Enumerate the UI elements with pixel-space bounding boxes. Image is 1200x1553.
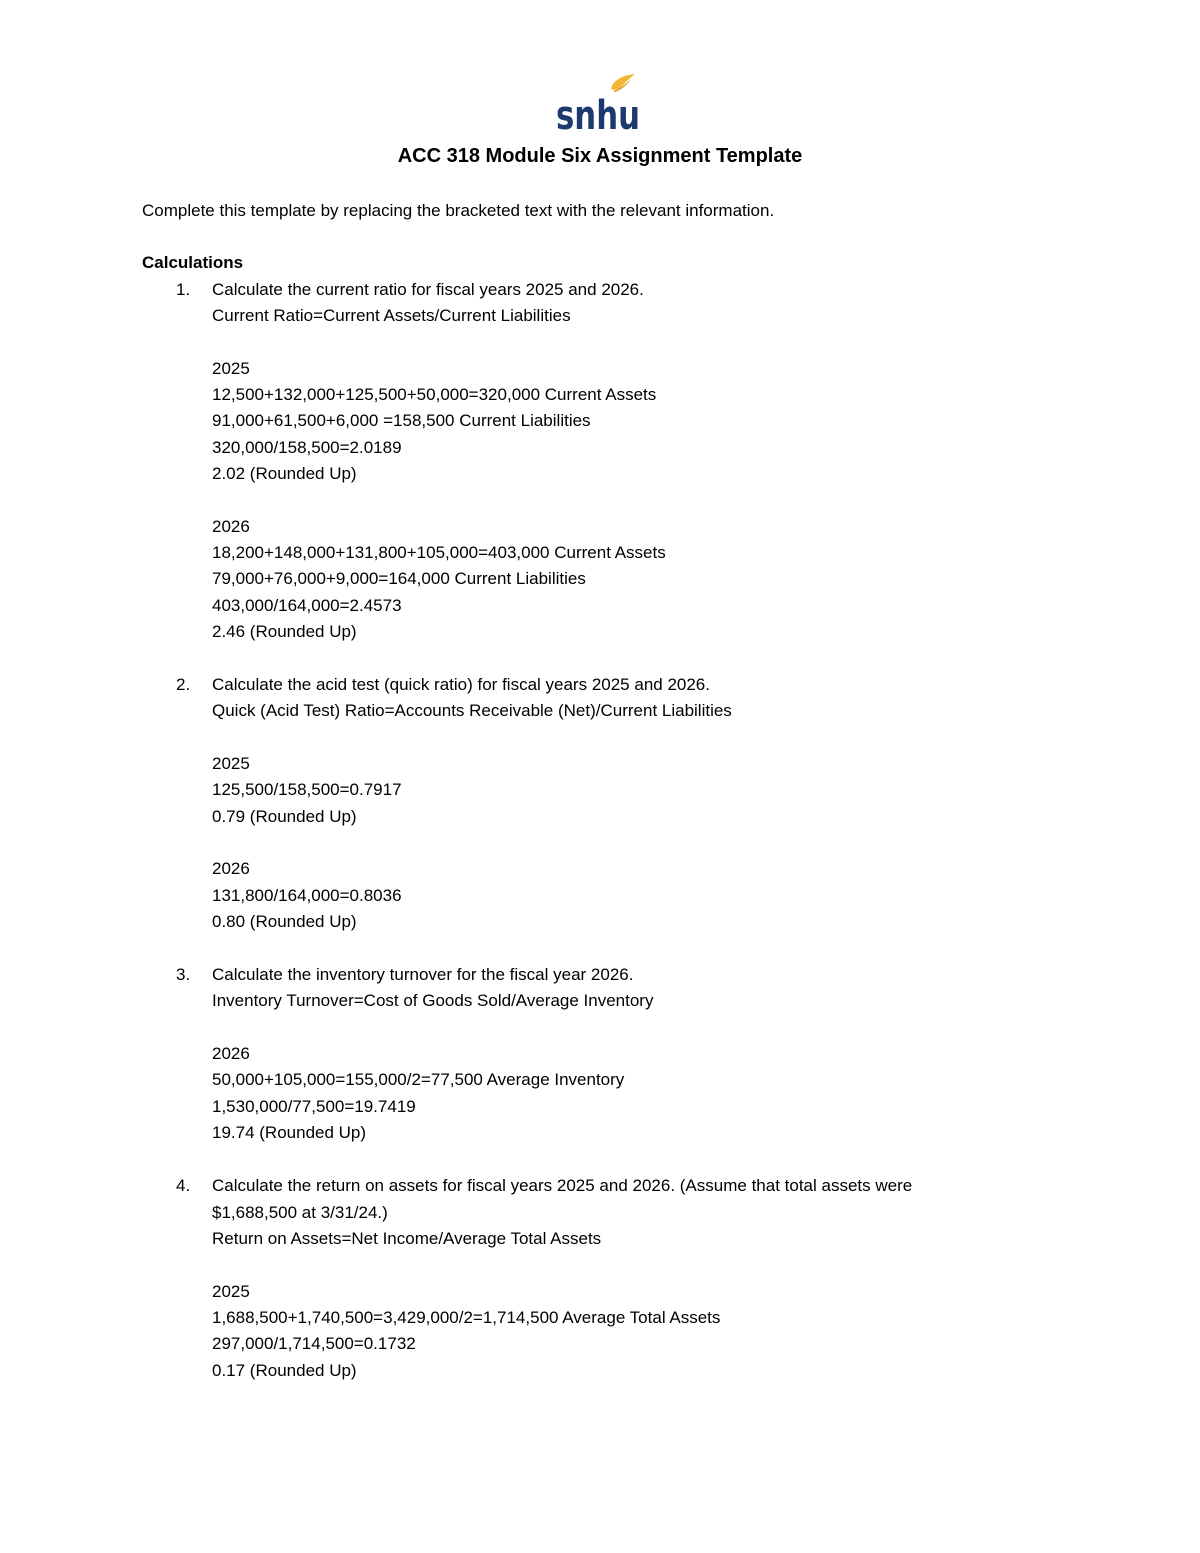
question-number: 3. [176,965,191,984]
question-formula: Current Ratio=Current Assets/Current Liabilities [212,306,571,325]
question-prompt-continued: $1,688,500 at 3/31/24.) [212,1203,388,1222]
calc-line: 50,000+105,000=155,000/2=77,500 Average Inventory [212,1070,625,1089]
logo-graphic [553,72,643,139]
question-formula: Quick (Acid Test) Ratio=Accounts Receivable (Net)/Current Liabilities [212,701,732,720]
calc-line: 79,000+76,000+9,000=164,000 Current Liabilities [212,569,586,588]
year-label: 2025 [212,359,250,378]
calc-line: 91,000+61,500+6,000 =158,500 Current Liabilities [212,411,591,430]
calc-line: 320,000/158,500=2.0189 [212,438,402,457]
section-heading: Calculations [142,253,244,272]
calc-result: 2.02 (Rounded Up) [212,464,357,483]
calc-line: 403,000/164,000=2.4573 [212,596,402,615]
question-prompt: Calculate the inventory turnover for the fiscal year 2026. [212,965,634,984]
year-label: 2026 [212,517,250,536]
snhu-logo [553,72,643,139]
question-formula: Return on Assets=Net Income/Average Total Assets [212,1229,602,1248]
calc-result: 19.74 (Rounded Up) [212,1123,367,1142]
calc-result: 2.46 (Rounded Up) [212,622,357,641]
year-label: 2026 [212,859,250,878]
intro-text: Complete this template by replacing the bracketed text with the relevant information. [142,201,775,220]
year-label: 2025 [212,1282,250,1301]
calc-result: 0.79 (Rounded Up) [212,807,357,826]
year-label: 2026 [212,1044,250,1063]
logo-wordmark: snhu [556,93,640,139]
question-prompt: Calculate the current ratio for fiscal years 2025 and 2026. [212,280,644,299]
calc-result: 0.80 (Rounded Up) [212,912,357,931]
calc-line: 18,200+148,000+131,800+105,000=403,000 Current Assets [212,543,666,562]
question-number: 4. [176,1176,191,1195]
question-prompt: Calculate the return on assets for fiscal years 2025 and 2026. (Assume that total assets were [212,1176,913,1195]
calc-line: 12,500+132,000+125,500+50,000=320,000 Current Assets [212,385,657,404]
calc-line: 297,000/1,714,500=0.1732 [212,1334,416,1353]
question-formula: Inventory Turnover=Cost of Goods Sold/Average Inventory [212,991,654,1010]
document-title: ACC 318 Module Six Assignment Template [397,145,803,167]
year-label: 2025 [212,754,250,773]
calc-line: 125,500/158,500=0.7917 [212,780,402,799]
question-prompt: Calculate the acid test (quick ratio) for fiscal years 2025 and 2026. [212,675,710,694]
question-number: 2. [176,675,191,694]
calc-line: 1,530,000/77,500=19.7419 [212,1097,416,1116]
question-number: 1. [176,280,191,299]
calc-line: 131,800/164,000=0.8036 [212,886,402,905]
calc-line: 1,688,500+1,740,500=3,429,000/2=1,714,500 Average Total Assets [212,1308,721,1327]
calc-result: 0.17 (Rounded Up) [212,1361,357,1380]
